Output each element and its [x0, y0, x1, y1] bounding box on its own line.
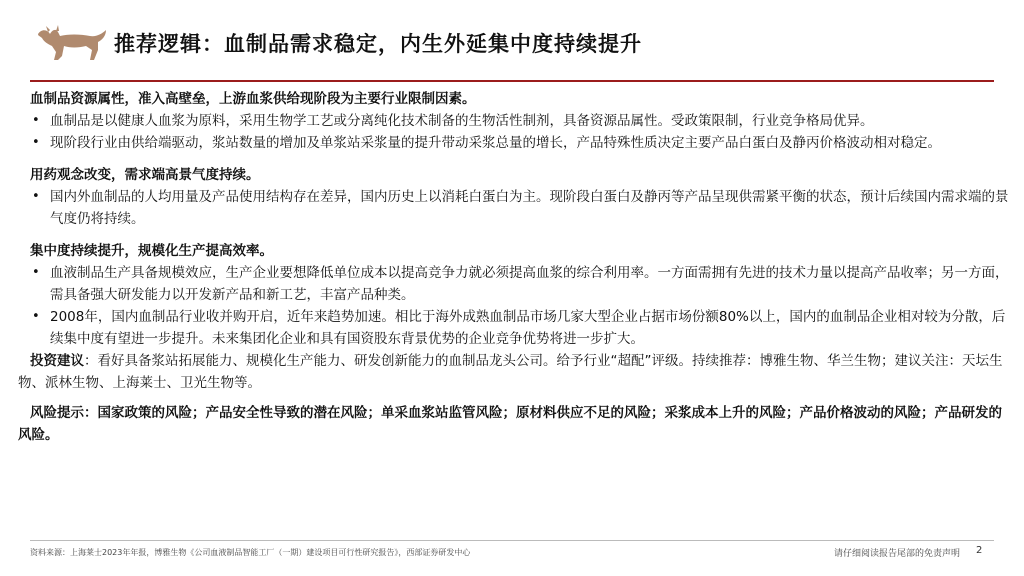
footer-disclaimer: 请仔细阅读报告尾部的免责声明 [834, 549, 961, 559]
bullet-icon: • [32, 189, 40, 204]
list-item [30, 306, 1010, 350]
investment-advice-label: 投资建议 [30, 353, 84, 369]
footer-divider [30, 540, 994, 541]
risk-warning: 风险提示：国家政策的风险；产品安全性导致的潜在风险；单采血浆站监管风险；原材料供应不足的风险；采浆成本上升的风险；产品价格波动的风险；产品研发的风险。 [18, 405, 1002, 443]
bullet-list-resource [18, 110, 1010, 154]
section-heading-resource: 血制品资源属性，准入高壁垒，上游血浆供给现阶段为主要行业限制因素。 [30, 91, 476, 107]
title-divider [30, 80, 994, 82]
section-spacer [18, 230, 1010, 240]
investment-advice-text: ：看好具备浆站拓展能力、规模化生产能力、研发创新能力的血制品龙头公司。给予行业“超配”评级。持续推荐：博雅生物、华兰生物；建议关注：天坛生物、派林生物、上海莱士、卫光生物等。 [18, 353, 1003, 391]
page-title: 推荐逻辑：血制品需求稳定，内生外延集中度持续提升 [114, 32, 642, 56]
footer-source: 资料来源：上海莱士2023年年报，博雅生物《公司血液制品智能工厂（一期）建设项目可行性研究报告》，西部证券研发中心 [30, 548, 471, 557]
bullet-text: 血液制品生产具备规模效应，生产企业要想降低单位成本以提高竞争力就必须提高血浆的综合利用率。一方面需拥有先进的技术力量以提高产品收率；另一方面，需具备强大研发能力以开发新产品和新工艺，丰富产品种类。 [50, 265, 1009, 303]
bullet-list-concentration [18, 262, 1010, 350]
bull-logo-icon [34, 20, 110, 64]
bullet-icon: • [32, 265, 40, 280]
bullet-icon: • [32, 113, 40, 128]
slide-header [0, 0, 1024, 84]
bullet-icon: • [32, 135, 40, 150]
bullet-text: 现阶段行业由供给端驱动，浆站数量的增加及单浆站采浆量的提升带动采浆总量的增长，产品特殊性质决定主要产品白蛋白及静丙价格波动相对稳定。 [50, 135, 941, 151]
list-item [30, 110, 1010, 132]
bullet-text: 2008年，国内血制品行业收并购开启，近年来趋势加速。相比于海外成熟血制品市场几家大型企业占据市场份额80%以上，国内的血制品企业相对较为分散，后续集中度有望进一步提升。未来集团化企业和具有国资股东背景优势的企业竞争优势将进一步扩大。 [50, 309, 1006, 347]
main-content [18, 88, 1010, 446]
section-heading-concentration: 集中度持续提升，规模化生产提高效率。 [30, 243, 273, 259]
list-item [30, 262, 1010, 306]
section-spacer [18, 154, 1010, 164]
investment-advice [18, 350, 1010, 394]
bullet-icon: • [32, 309, 40, 324]
bullet-text: 血制品是以健康人血浆为原料，采用生物学工艺或分离纯化技术制备的生物活性制剂，具备资源品属性。受政策限制，行业竞争格局优异。 [50, 113, 874, 129]
bullet-list-demand [18, 186, 1010, 230]
list-item [30, 132, 1010, 154]
list-item [30, 186, 1010, 230]
section-heading-demand: 用药观念改变，需求端高景气度持续。 [30, 167, 260, 183]
bullet-text: 国内外血制品的人均用量及产品使用结构存在差异，国内历史上以消耗白蛋白为主。现阶段白蛋白及静丙等产品呈现供需紧平衡的状态，预计后续国内需求端的景气度仍将持续。 [50, 189, 1009, 227]
section-spacer [18, 394, 1010, 402]
page-number: 2 [976, 545, 983, 556]
